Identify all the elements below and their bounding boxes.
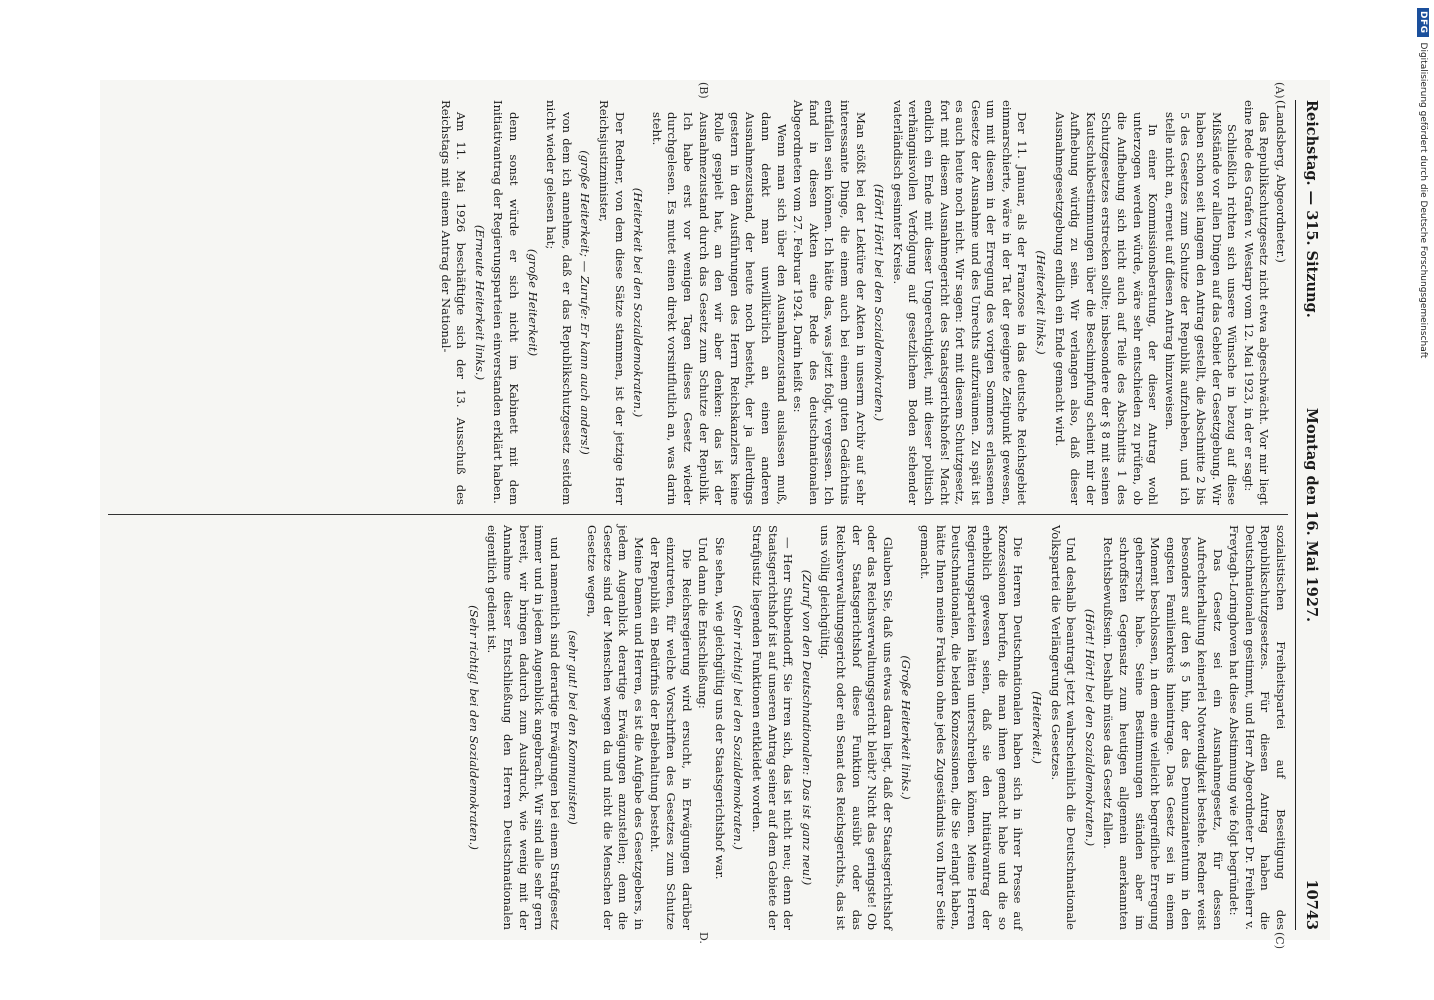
paragraph: Man stößt bei der Lektüre der Akten in unserm Archiv auf sehr interessante Dinge, die einem auch bei einem guten Gedächtnis entfallen sein können. Ich hätte das, was jetzt folgt, vergessen. Ich fand in diesen Akten eine Rede des deutschnationalen Abgeordneten vom 27. Februar 1924. Darin heißt es: [791,100,868,505]
margin-mark-b: (B) [697,82,710,99]
interjection: (Hört! Hört! bei den Sozialdemokraten.) [1082,608,1097,847]
paragraph: (Landsberg, Abgeordneter.) [1274,100,1288,263]
paragraph: Und deshalb beantragt jetzt wahrscheinlich die Deutschnationale Volkspartei die Verlängerung des Gesetzes. [1048,525,1079,930]
interjection: (Große Heiterkeit links.) [899,655,914,800]
digitization-banner [1410,8,1434,993]
interjection: (große Heiterkeit; — Zurufe: Er kann auch anders!) [578,150,593,455]
paragraph: sozialistischen Freiheitspartei auf Beseitigung des Republikschutzgesetzes. Für diesen Antrag haben die Deutschnationalen gestimmt, und Herr Abgeordneter Dr. Freiherr v. Freytagh-Loringhoven hat diese Abstimmung wie folgt begründet: [1227,525,1288,930]
digitization-note: Digitalisierung gefördert durch die Deutsche Forschungsgemeinschaft [1418,42,1428,359]
paragraph: Die Herren Deutschnationalen haben sich in ihrer Presse auf Konzessionen berufen, die man ihnen gemacht habe und die so erheblich gewesen seien, daß sie den Initiativantrag der Regierungsparteien hätten unterschreiben können. Meine Herren Deutschnationalen, die beiden Konzessionen, die Sie erlangt haben, hätte Ihnen meine Fraktion ohne jedes Zugeständnis von Ihrer Seite gemacht. [917,525,1026,930]
paragraph: Der Redner, von dem diese Sätze stammen, ist der jetzige Herr Reichsjustizminister, [597,100,627,505]
paragraph: Meine Damen und Herren, es ist die Aufgabe des Gesetzgebers, in jedem Augenblick derartige Erwägungen anzustellen; denn die Gesetze sind der Menschen wegen da und nicht die Menschen der Gesetze wegen, [585,525,646,930]
paragraph: Der 11. Januar, als der Franzose in das deutsche Reichsgebiet einmarschierte, wäre in der Tat der geeignete Zeitpunkt gewesen, um mit diesem in der Erregung des vorigen Sommers erlassenen Gesetze der Ausnahme und des Unrechts aufzuräumen. Zu spät ist es auch heute noch nicht. Wir sagen: fort mit diesem Schutzgesetz, fort mit diesem Ausnahmegericht des Staatsgerichtshofes! Macht endlich ein Ende mit dieser Ungerechtigkeit, mit dieser politisch verhängnisvollen Verfolgung auf gesetzlichem Boden stehender vaterländisch gesinnter Kreise. [890,100,1030,505]
interjection: (Sehr richtig! bei den Sozialdemokraten.) [466,605,481,850]
paragraph: denn sonst würde er sich nicht im Kabinett mit dem Initiativantrag der Regierungsparteien einverstanden erklärt haben. [491,100,522,505]
text-column-left [436,100,1288,505]
quoted-paragraph: In einer Kommissionsberatung, der dieser Antrag wohl unterzogen werden würde, wäre sehr entschieden zu prüfen, ob die Aufhebung sich nicht auch auf Teile des Abschnitts 1 des Schutzgesetzes erstrecken sollte; insbesondere der § 8 mit seinen Kautschukbestimmungen über die Beschimpfung scheint mir der Aufhebung würdig zu sein. Wir verlangen also, daß dieser Ausnahmegesetzgebung endlich ein Ende gemacht wird. [1052,112,1161,505]
paragraph: — Herr Stubbendorff, Sie irren sich, das ist nicht neu; denn der Staatsgerichtshof ist auf unseren Antrag seiner auf dem Gebiete der Strafjustiz liegenden Funktionen entkleidet worden. [750,525,796,930]
quoted-paragraph: Wenn man sich über den Ausnahmezustand auslassen muß, dann denkt man unwillkürlich an einen anderen Ausnahmezustand, der heute noch besteht, der ja allerdings gestern in den Ausführungen des Herrn Reichskanzlers keine Rolle gespielt hat, an den wir aber denken: das ist der Ausnahmezustand durch das Gesetz zum Schutze der Republik. Ich habe erst vor wenigen Tagen dieses Gesetz wieder durchgelesen. Es mutet einen direkt vorsintflutlich an, was darin steht. [649,112,789,505]
interjection: (Hört! Hört! bei den Sozialdemokraten.) [872,183,887,422]
column-divider [108,514,1288,515]
interjection: (sehr gut! bei den Kommunisten) [566,630,581,825]
interjection: (Zuruf von den Deutschnationalen: Das ist ganz neu!) [799,569,814,886]
interjection: (Heiterkeit.) [1030,691,1045,764]
interjection: (große Heiterkeit) [525,248,540,357]
page-header [1295,100,1322,930]
scanned-page [100,80,1330,949]
quoted-paragraph: Das Gesetz sei ein Ausnahmegesetz, für dessen Aufrechterhaltung keinerlei Notwendigkeit bestehe. Redner weist besonders auf den § 5 hin, der das Denunziantentum in den engsten Familienkreis hineintrage. Das Gesetz sei in einem Moment beschlossen, in dem eine vielleicht begreifliche Erregung geherrscht habe. Seine Bestimmungen ständen aber im schroffsten Gegensatz zum heutigen allgemein anerkannten Rechtsbewußtsein. Deshalb müsse das Gesetz fallen. [1101,537,1225,930]
paragraph: Glauben Sie, daß uns etwas daran liegt, daß der Staatsgerichtshof oder das Reichsverwaltungsgericht bleibt? Nicht das geringste! Ob der Staatsgerichtshof diese Funktion ausübt oder das Reichsverwaltungsgericht oder ein Senat des Reichsgerichts, das ist uns völlig gleichgültig. [818,525,895,930]
paragraph: Und dann die Entschließung: [696,537,711,709]
paragraph: Sie sehen, wie gleichgültig uns der Staatsgerichtshof war. [712,537,727,880]
header-date: Montag den 16. Mai 1927. [1303,407,1320,623]
margin-mark-c: (C) [1273,932,1286,949]
text-column-right [462,525,1288,930]
quoted-paragraph: Schließlich richten sich unsere Wünsche in bezug auf diese Mißstände vor allen Dingen auf das Gebiet der Gesetzgebung. Wir haben schon seit langem den Antrag gestellt, die Abschnitte 2 bis 5 des Gesetzes zum Schutze der Republik aufzuheben, und ich stelle nicht an, erneut auf diesen Antrag hinzuweisen. [1162,112,1240,505]
dfg-logo: DFG [1417,8,1429,37]
paragraph: das Republikschutzgesetz nicht etwa abgeschwächt. Vor mir liegt eine Rede des Grafen v. Westarp vom 12. Mai 1923, in der er sagt: [1241,100,1272,505]
paragraph: und namentlich sind derartige Erwägungen bei einem Strafgesetz immer und in jedem Augenblick angebracht. Wir sind alle sehr gern bereit, wir bringen dadurch zum Ausdruck, wie wenig mit der Annahme dieser Entschließung den Herren Deutschnationalen eigentlich gedient ist. [485,525,562,930]
interjection: (Heiterkeit bei den Sozialdemokraten.) [631,187,646,418]
quoted-paragraph: Die Reichsregierung wird ersucht, in Erwägungen darüber einzutreten, für welche Vorschriften des Gesetzes zum Schutze der Republik ein Bedürfnis der Beibehaltung besteht. [648,537,694,930]
interjection: (Sehr richtig! bei den Sozialdemokraten.) [731,605,746,850]
interjection: (Heiterkeit links.) [1034,250,1049,355]
margin-mark-d: D. [697,932,710,944]
header-title: Reichstag. — 315. Sitzung. [1303,100,1320,318]
interjection: (Erneute Heiterkeit links.) [472,224,487,381]
paragraph: Am 11. Mai 1926 beschäftigte sich der 13. Ausschuß des Reichstags mit einem Antrag der National- [438,100,469,505]
margin-mark-a: (A) [1273,82,1286,99]
document-body [100,80,1330,949]
paragraph: von dem ich annehme, daß er das Republikschutzgesetz seitdem nicht wieder gelesen hat; [544,100,574,505]
page-number: 10743 [1303,879,1320,930]
